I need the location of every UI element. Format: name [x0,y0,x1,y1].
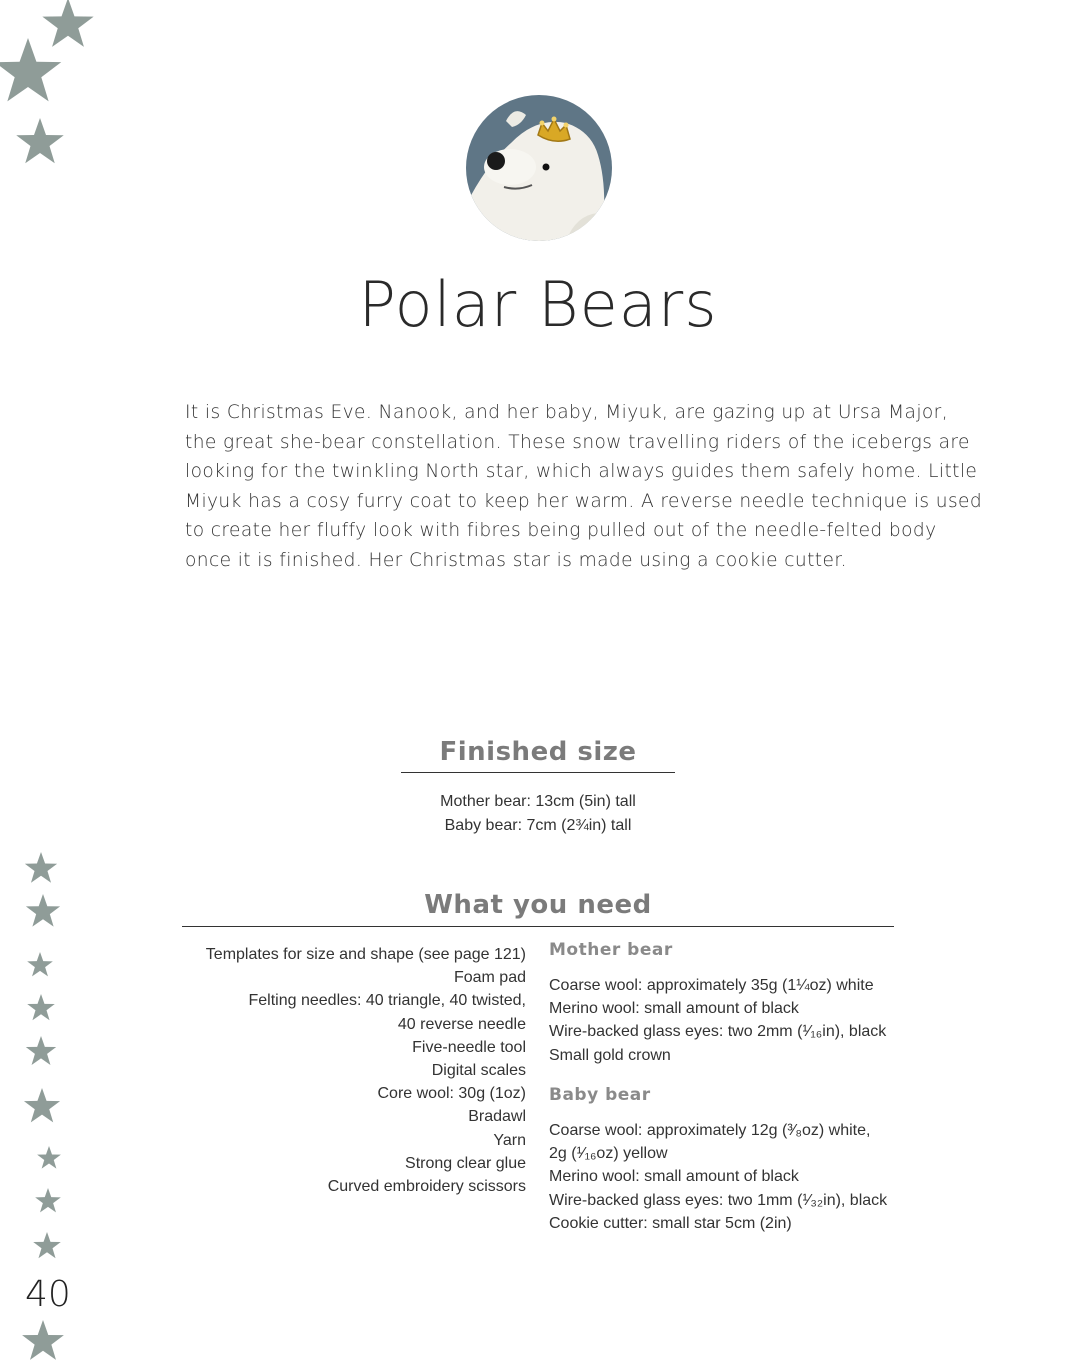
star-icon [0,38,64,108]
star-icon [32,1232,62,1261]
list-item: Yarn [493,1131,526,1149]
star-icon [24,1036,58,1068]
what-you-need-heading: What you need [424,890,652,920]
mother-bear-heading: Mother bear [549,940,673,960]
star-icon [36,1146,62,1171]
finished-size-divider [401,772,675,773]
list-item: 40 reverse needle [397,1015,526,1033]
polar-bear-photo [466,95,612,241]
intro-line: to create her fluffy look with fibres being pulled out of the needle-felted body [185,520,937,541]
star-icon [22,1088,62,1126]
list-item: Curved embroidery scissors [327,1178,526,1196]
star-icon [14,118,66,168]
list-item: Five-needle tool [412,1038,526,1056]
list-item: Felting needles: 40 triangle, 40 twisted, [248,992,526,1010]
list-item: 2g (¹⁄₁₆oz) yellow [549,1145,668,1163]
size-line: Baby bear: 7cm (2¾in) tall [444,816,632,834]
list-item: Wire-backed glass eyes: two 2mm (¹⁄₁₆in), black [549,1023,887,1041]
list-item: Core wool: 30g (1oz) [377,1085,526,1103]
what-you-need-divider [182,926,894,927]
finished-size-heading: Finished size [439,737,637,767]
list-item: Coarse wool: approximately 12g (³⁄₈oz) white, [549,1122,871,1139]
list-item: Small gold crown [549,1046,671,1064]
list-item: Strong clear glue [405,1154,526,1172]
baby-bear-list [549,1119,929,1235]
list-item: Templates for size and shape (see page 121) [205,946,526,963]
page-title: Polar Bears [358,268,718,341]
intro-paragraph [185,398,983,575]
star-icon [24,852,58,886]
star-icon [34,1188,62,1215]
list-item: Bradawl [468,1108,526,1126]
baby-bear-heading: Baby bear [549,1085,651,1105]
intro-line: It is Christmas Eve. Nanook, and her baby, Miyuk, are gazing up at Ursa Major, [185,402,949,423]
size-line: Mother bear: 13cm (5in) tall [440,793,636,810]
list-item: Cookie cutter: small star 5cm (2in) [549,1214,792,1232]
star-icon [20,1320,66,1364]
finished-size-list [338,790,738,837]
star-icon [26,994,56,1023]
intro-line: looking for the twinkling North star, which always guides them safely home. Little [185,461,978,482]
mother-bear-list [549,974,929,1067]
list-item: Foam pad [453,969,526,987]
star-icon [26,952,54,979]
list-item: Coarse wool: approximately 35g (1¼oz) white [549,977,874,994]
page-number: 40 [25,1274,71,1315]
list-item: Merino wool: small amount of black [549,1168,799,1186]
intro-line: the great she-bear constellation. These snow travelling riders of the icebergs are [185,431,970,453]
list-item: Merino wool: small amount of black [549,1000,799,1018]
list-item: Digital scales [431,1062,526,1080]
general-supplies-list [140,943,526,1198]
list-item: Wire-backed glass eyes: two 1mm (¹⁄₃₂in), black [549,1191,888,1209]
star-icon [24,894,62,930]
intro-line: Miyuk has a cosy furry coat to keep her warm. A reverse needle technique is used [185,490,983,512]
intro-line: once it is finished. Her Christmas star is made using a cookie cutter. [185,549,847,571]
